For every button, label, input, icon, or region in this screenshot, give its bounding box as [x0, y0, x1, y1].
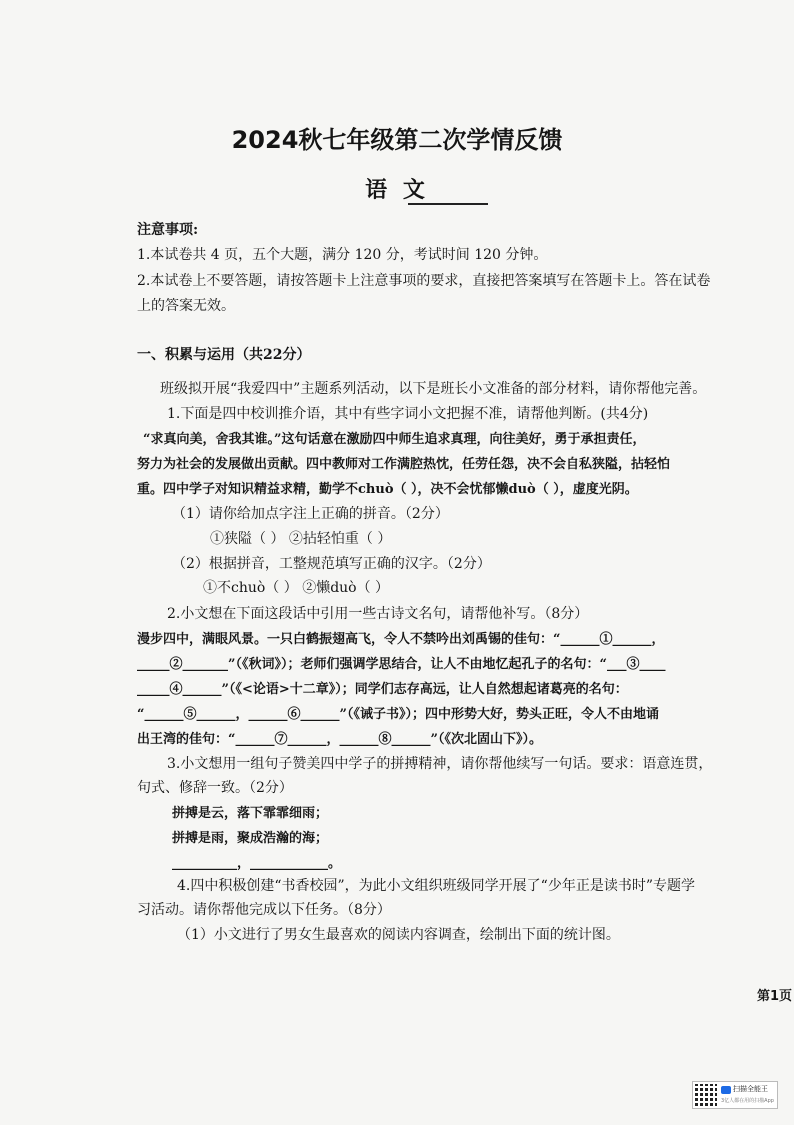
q4-stem-2: 习活动。请你帮他完成以下任务。（8分）	[137, 902, 391, 918]
section-1-heading: 一、积累与运用（共22分）	[137, 347, 311, 363]
q1-sub-1: （1）请你给加点字注上正确的拼音。（2分）	[172, 506, 449, 522]
q3-stem-2: 句式、修辞一致。（2分）	[137, 780, 293, 796]
scanner-watermark	[692, 1081, 778, 1109]
page-number: 第1页	[757, 989, 793, 1004]
q2-passage-3: _____④______”（《<论语>十二章》）；同学们志存高远，让人自然想起诸葛亮的名句：	[137, 682, 628, 697]
q1-sub-1-options: ①狭隘（ ） ②拈轻怕重（ ）	[210, 531, 392, 547]
q1-passage-1: “求真向美，舍我其谁。”这句话意在激励四中师生追求真理，向往美好，勇于承担责任，	[143, 432, 646, 447]
q2-passage-2: _____②_______”（《秋词》）；老师们强调学思结合，让人不由地忆起孔子的名句：“___③____	[137, 657, 666, 672]
q1-stem: 1.下面是四中校训推介语，其中有些字词小文把握不准，请帮他判断。(共4分)	[167, 406, 649, 422]
q2-passage-1: 漫步四中，满眼风景。一只白鹤振翅高飞，令人不禁吟出刘禹锡的佳句：“______①______，	[137, 632, 665, 647]
subject-underline	[408, 203, 488, 205]
section-1-intro: 班级拟开展“我爱四中”主题系列活动，以下是班长小文准备的部分材料，请你帮他完善。	[160, 381, 707, 397]
notice-heading: 注意事项:	[137, 222, 199, 238]
q4-stem-1: 4.四中积极创建“书香校园”，为此小文组织班级同学开展了“少年正是读书时”专题学	[177, 878, 695, 894]
qr-code-icon	[695, 1084, 717, 1106]
notice-line-1: 1.本试卷共 4 页，五个大题，满分 120 分，考试时间 120 分钟。	[137, 247, 548, 263]
scanner-logo-icon	[721, 1086, 731, 1094]
q1-sub-2-options: ①不chuò（ ） ②懒duò（ ）	[203, 580, 390, 596]
q1-passage-3: 重。四中学子对知识精益求精，勤学不chuò（ ），决不会忧郁懒duò（ ），虚度光阴。	[137, 482, 638, 497]
q2-passage-4: “______⑤______，______⑥______”（《诫子书》）；四中形势大好，势头正旺，令人不由地诵	[137, 707, 659, 722]
page-title: 2024秋七年级第二次学情反馈	[231, 126, 563, 154]
q1-passage-2: 努力为社会的发展做出贡献。四中教师对工作满腔热忱，任劳任怨，决不会自私狭隘，拈轻怕	[137, 457, 671, 472]
q3-answer-blank: __________，____________。	[172, 856, 342, 871]
q3-line-2: 拼搏是雨，聚成浩瀚的海；	[172, 831, 329, 846]
q4-sub-1: （1）小文进行了男女生最喜欢的阅读内容调查，绘制出下面的统计图。	[177, 927, 620, 943]
q3-line-1: 拼搏是云，落下霏霏细雨；	[172, 806, 329, 821]
notice-line-2a: 2.本试卷上不要答题，请按答题卡上注意事项的要求，直接把答案填写在答题卡上。答在试卷	[137, 273, 711, 289]
notice-line-2b: 上的答案无效。	[137, 298, 235, 314]
watermark-sublabel: 3亿人都在用的扫描App	[721, 1098, 774, 1104]
q2-passage-5: 出王湾的佳句：“______⑦______，______⑧______”（《次北固山下》）。	[137, 732, 542, 747]
q1-sub-2: （2）根据拼音，工整规范填写正确的汉字。（2分）	[172, 556, 491, 572]
q2-stem: 2.小文想在下面这段话中引用一些古诗文名句，请帮他补写。（8分）	[167, 606, 589, 622]
watermark-label: 扫描全能王	[733, 1085, 768, 1093]
q3-stem-1: 3.小文想用一组句子赞美四中学子的拼搏精神，请你帮他续写一句话。要求：语意连贯，	[167, 756, 713, 772]
subject-title: 语 文	[365, 178, 429, 203]
